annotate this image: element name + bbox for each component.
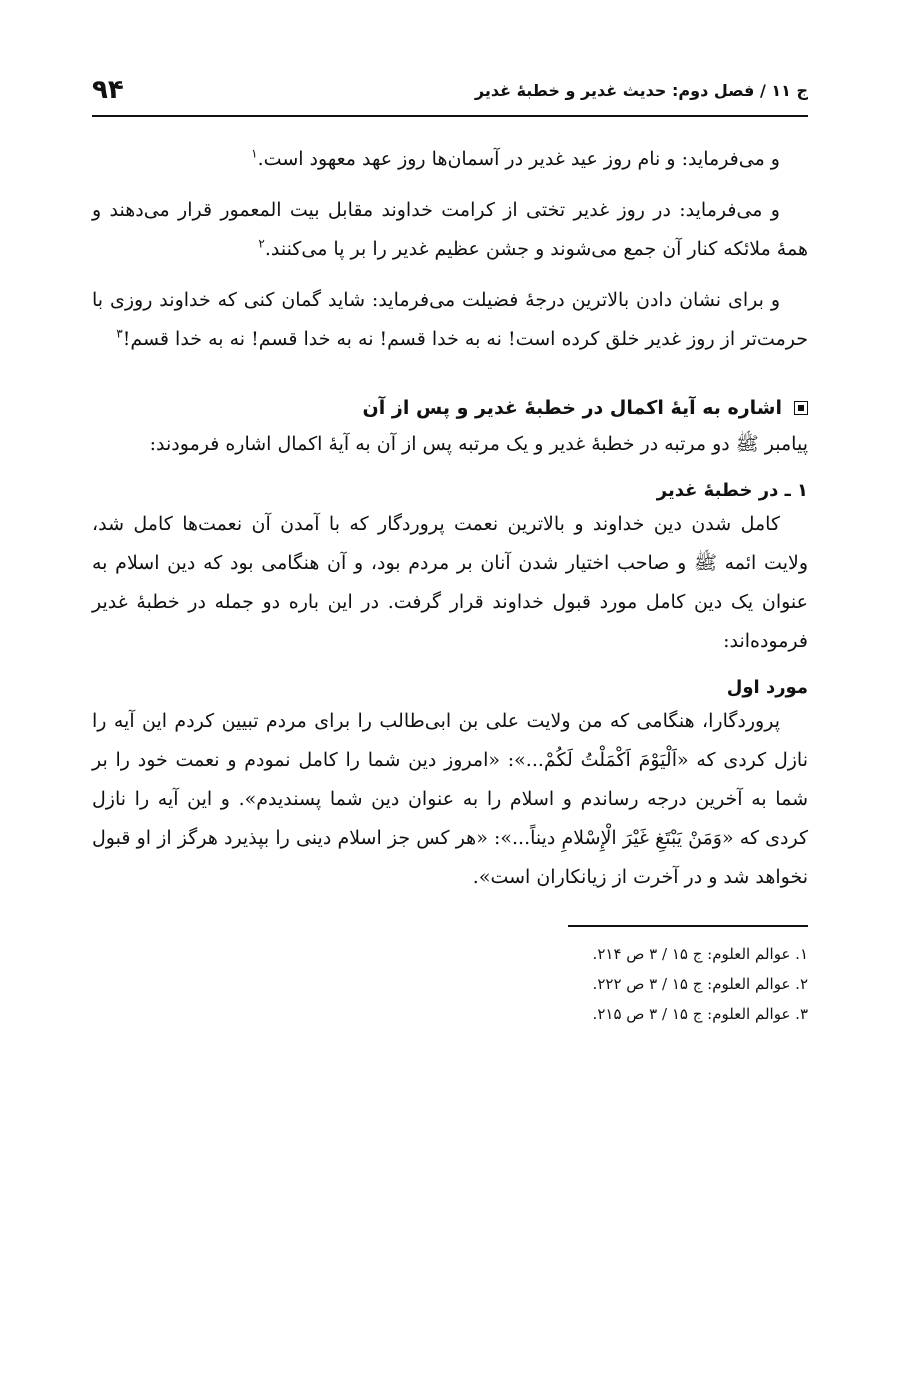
subsection-2-heading: مورد اول xyxy=(726,677,808,698)
footnote-ref-1: ۱ xyxy=(251,146,258,161)
subsection-1-text: کامل شدن دین خداوند و بالاترین نعمت پروردگار که با آمدن آن نعمت‌ها کامل شد، ولایت ائمه ﷺ و صاحب اختیار شدن آنان بر مردم بود، و آن هنگامی بود که دین اسلام به عنوان یک دین کامل مورد قبول خداوند قرار گرفت. در این باره دو جمله در خطبهٔ غدیر فرموده‌اند: xyxy=(92,513,808,652)
footnote-rule xyxy=(568,925,808,927)
footnote-1: ۱. عوالم العلوم: ج ۱۵ / ۳ ص ۲۱۴. xyxy=(592,945,808,963)
paragraph-2-text: و می‌فرماید: در روز غدیر تختی از کرامت خداوند مقابل بیت المعمور قرار می‌دهند و همهٔ ملائکه کنار آن جمع می‌شوند و جشن عظیم غدیر را بر پا می‌کنند. xyxy=(92,199,808,260)
page-body xyxy=(92,140,808,1029)
section-heading-text: اشاره به آیهٔ اکمال در خطبهٔ غدیر و پس از آن xyxy=(362,397,782,419)
paragraph-1 xyxy=(92,140,808,179)
paragraph-2 xyxy=(92,191,808,269)
subsection-1-heading: ۱ ـ در خطبهٔ غدیر xyxy=(656,480,808,501)
subsection-2-text: پروردگارا، هنگامی که من ولایت علی بن ابی‌طالب را برای مردم تبیین کردم این آیه را نازل کردی که «اَلْیَوْمَ اَکْمَلْتُ لَکُمْ...»: «امروز دین شما را کامل نمودم و نعمت خود را بر شما به آخرین درجه رساندم و اسلام را به عنوان دین شما پسندیدم». و این آیه را نازل کردی که «وَمَنْ یَبْتَغِ غَیْرَ الْإِسْلامِ دیناً...»: «هر کس جز اسلام دینی را بپذیرد هرگز از او قبول نخواهد شد و در آخرت از زیانکاران است». xyxy=(92,710,808,888)
section-heading xyxy=(92,397,808,419)
page-header xyxy=(92,70,808,110)
paragraph-3-text: و برای نشان دادن بالاترین درجهٔ فضیلت می‌فرماید: شاید گمان کنی که خداوند روزی با حرمت‌تر از روز غدیر خلق کرده است! نه به خدا قسم! نه به خدا قسم! نه به خدا قسم! xyxy=(92,289,808,350)
footnote-ref-2: ۲ xyxy=(258,236,265,251)
header-rule xyxy=(92,115,808,117)
running-title: ج ۱۱ / فصل دوم: حدیث غدیر و خطبهٔ غدیر xyxy=(474,80,808,100)
book-page xyxy=(92,0,808,1390)
square-bullet-icon xyxy=(794,401,808,415)
footnote-ref-3: ۳ xyxy=(116,326,123,341)
section-intro: پیامبر ﷺ دو مرتبه در خطبهٔ غدیر و یک مرتبه پس از آن به آیهٔ اکمال اشاره فرمودند: xyxy=(149,433,808,455)
footnote-2: ۲. عوالم العلوم: ج ۱۵ / ۳ ص ۲۲۲. xyxy=(592,975,808,993)
page-number: ۹۴ xyxy=(92,75,124,105)
footnote-3: ۳. عوالم العلوم: ج ۱۵ / ۳ ص ۲۱۵. xyxy=(592,1005,808,1023)
paragraph-3 xyxy=(92,281,808,359)
paragraph-1-text: و می‌فرماید: و نام روز عید غدیر در آسمان‌ها روز عهد معهود است. xyxy=(257,148,780,170)
